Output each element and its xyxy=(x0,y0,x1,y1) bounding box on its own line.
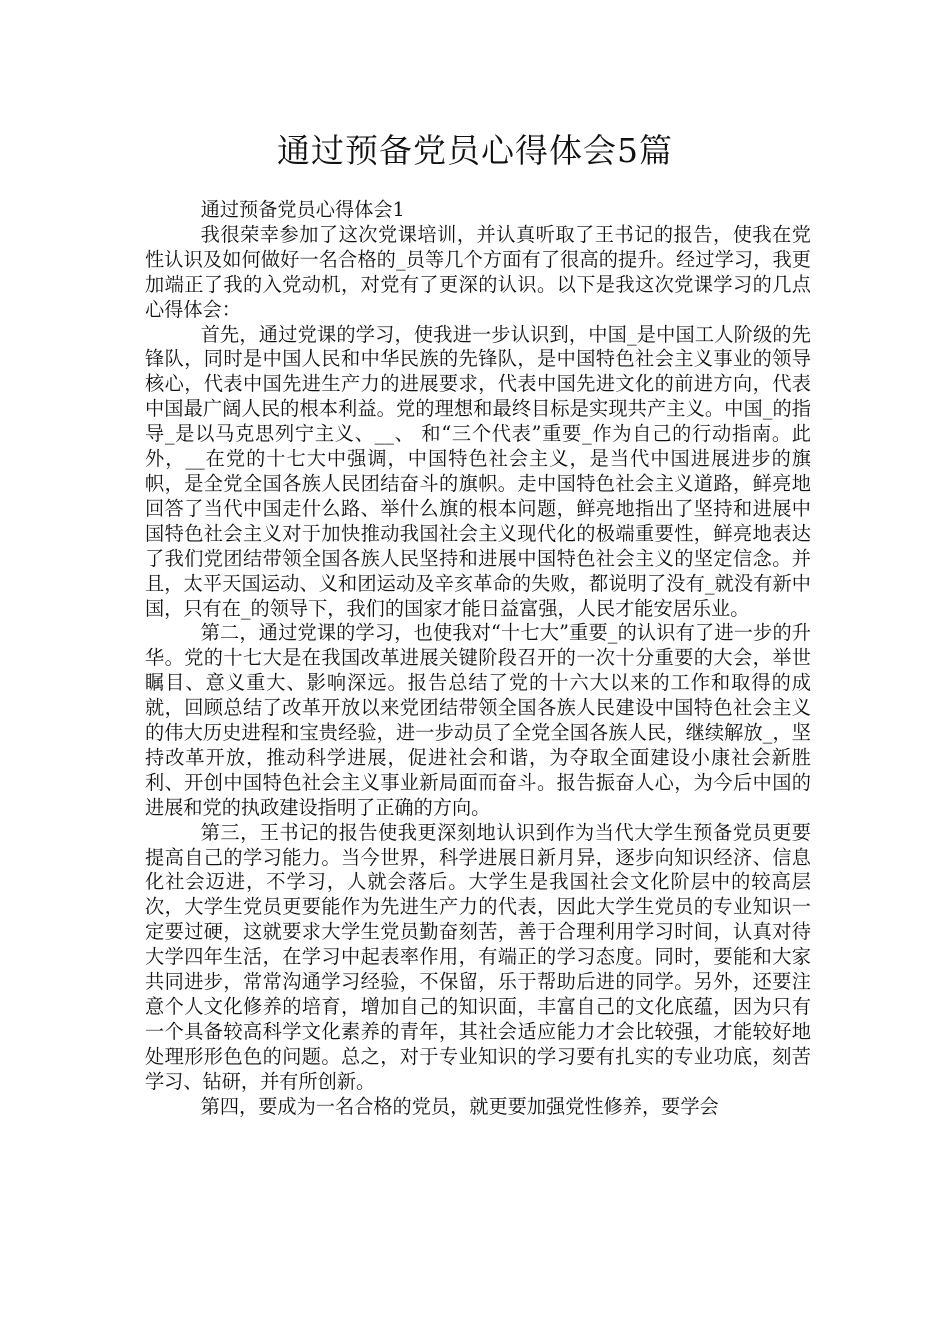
section-heading: 通过预备党员心得体会1 xyxy=(200,198,405,221)
paragraph-third: 第三，王书记的报告使我更深刻地认识到作为当代大学生预备党员更要提高自己的学习能力。当今世界，科学进展日新月异，逐步向知识经济、信息化社会迈进，不学习，人就会落后。大学生是我国社会文化阶层中的较高层次，大学生党员更要能作为先进生产力的代表，因此大学生党员的专业知识一定要过硬，这就要求大学生党员勤奋刻苦，善于合理利用学习时间，认真对待大学四年生活，在学习中起表率作用，有端正的学习态度。同时，要能和大家共同进步，常常沟通学习经验，不保留，乐于帮助后进的同学。另外，还要注意个人文化修养的培育，增加自己的知识面，丰富自己的文化底蕴，因为只有一个具备较高科学文化素养的青年，其社会适应能力才会比较强，才能较好地处理形形色色的问题。总之，对于专业知识的学习要有扎实的专业功底，刻苦学习、钻研，并有所创新。 xyxy=(145,820,811,1093)
paragraph-fourth: 第四，要成为一名合格的党员，就更要加强党性修养，要学会 xyxy=(200,1094,719,1118)
paragraph-first: 首先，通过党课的学习，使我进一步认识到，中国_是中国工人阶级的先锋队，同时是中国人民和中华民族的先锋队，是中国特色社会主义事业的领导核心，代表中国先进生产力的进展要求，代表中国先进文化的前进方向，代表中国最广阔人民的根本利益。党的理想和最终目标是实现共产主义。中国_的指导_是以马克思列宁主义、__、 和“三个代表”重要_作为自己的行动指南。此外，__在党的十七大中强调，中国特色社会主义，是当代中国进展进步的旗帜，是全党全国各族人民团结奋斗的旗帜。走中国特色社会主义道路，鲜亮地回答了当代中国走什么路、举什么旗的根本问题，鲜亮地指出了坚持和进展中国特色社会主义对于加快推动我国社会主义现代化的极端重要性，鲜亮地表达了我们党团结带领全国各族人民坚持和进展中国特色社会主义的坚定信念。并且，太平天国运动、义和团运动及辛亥革命的失败，都说明了没有_就没有新中国，只有在_的领导下，我们的国家才能日益富强，人民才能安居乐业。 xyxy=(145,322,811,620)
document-body xyxy=(145,198,811,1120)
paragraph-intro: 我很荣幸参加了这次党课培训，并认真听取了王书记的报告，使我在党性认识及如何做好一名合格的_员等几个方面有了很高的提升。经过学习，我更加端正了我的入党动机，对党有了更深的认识。以下是我这次党课学习的几点心得体会： xyxy=(145,222,811,321)
document-title: 通过预备党员心得体会5篇 xyxy=(277,131,673,170)
paragraph-second: 第二，通过党课的学习，也使我对“十七大”重要_的认识有了进一步的升华。党的十七大是在我国改革进展关键阶段召开的一次十分重要的大会，举世瞩目、意义重大、影响深远。报告总结了党的十六大以来的工作和取得的成就，回顾总结了改革开放以来党团结带领全国各族人民建设中国特色社会主义的伟大历史进程和宝贵经验，进一步动员了全党全国各族人民，继续解放_，坚持改革开放，推动科学进展，促进社会和谐，为夺取全面建设小康社会新胜利、开创中国特色社会主义事业新局面而奋斗。报告振奋人心，为今后中国的进展和党的执政建设指明了正确的方向。 xyxy=(145,621,811,819)
